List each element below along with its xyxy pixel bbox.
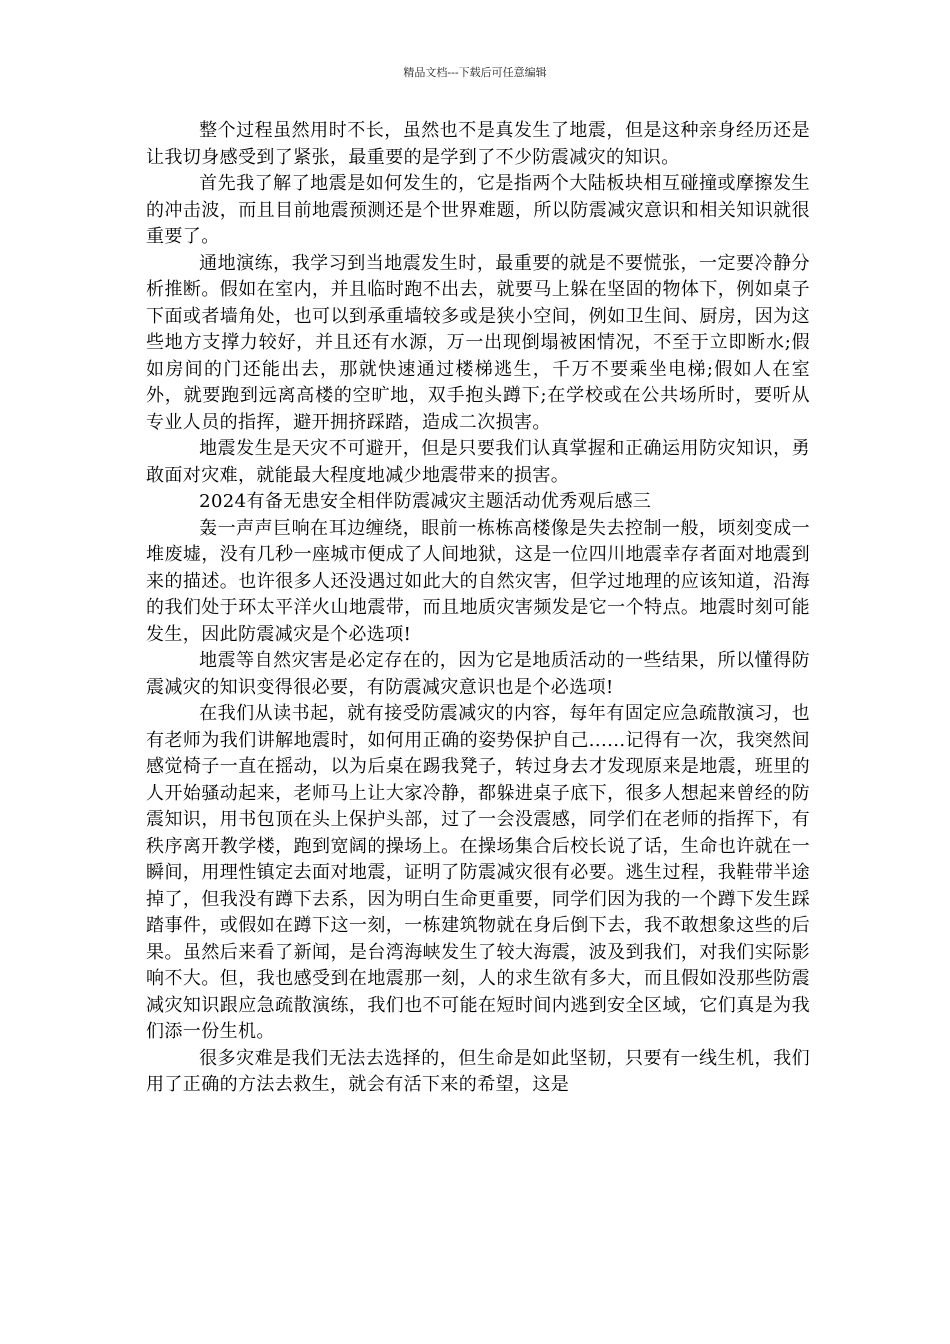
document-body <box>146 118 810 1099</box>
paragraph: 很多灾难是我们无法去选择的，但生命是如此坚韧，只要有一线生机，我们用了正确的方法去救生，就会有活下来的希望，这是 <box>146 1047 810 1095</box>
paragraph: 整个过程虽然用时不长，虽然也不是真发生了地震，但是这种亲身经历还是让我切身感受到了紧张，最重要的是学到了不少防震减灾的知识。 <box>146 120 810 168</box>
paragraph: 地震发生是天灾不可避开，但是只要我们认真掌握和正确运用防灾知识，勇敢面对灾难，就能最大程度地减少地震带来的损害。 <box>146 438 810 486</box>
paragraph: 在我们从读书起，就有接受防震减灾的内容，每年有固定应急疏散演习，也有老师为我们讲解地震时，如何用正确的姿势保护自己......记得有一次，我突然间感觉椅子一直在摇动，以为后桌在踢我凳子，转过身去才发现原来是地震，班里的人开始骚动起来，老师马上让大家冷静，都躲进桌子底下，很多人想起来曾经的防震知识，用书包顶在头上保护头部，过了一会没震感，同学们在老师的指挥下，有秩序离开教学楼，跑到宽阔的操场上。在操场集合后校长说了话，生命也许就在一瞬间，用理性镇定去面对地震，证明了防震减灾很有必要。逃生过程，我鞋带半途掉了，但我没有蹲下去系，因为明白生命更重要，同学们因为我的一个蹲下发生踩踏事件，或假如在蹲下这一刻，一栋建筑物就在身后倒下去，我不敢想象这些的后果。虽然后来看了新闻，是台湾海峡发生了较大海震，波及到我们，对我们实际影响不大。但，我也感受到在地震那一刻，人的求生欲有多大，而且假如没那些防震减灾知识跟应急疏散演练，我们也不可能在短时间内逃到安全区域，它们真是为我们添一份生机。 <box>146 703 810 1042</box>
paragraph: 通地演练，我学习到当地震发生时，最重要的就是不要慌张，一定要冷静分析推断。假如在室内，并且临时跑不出去，就要马上躲在坚固的物体下，例如桌子下面或者墙角处，也可以到承重墙较多或是狭小空间，例如卫生间、厨房，因为这些地方支撑力较好，并且还有水源，万一出现倒塌被困情况，不至于立即断水;假如房间的门还能出去，那就快速通过楼梯逃生，千万不要乘坐电梯;假如人在室外，就要跑到远离高楼的空旷地，双手抱头蹲下;在学校或在公共场所时，要听从专业人员的指挥，避开拥挤踩踏，造成二次损害。 <box>146 252 810 433</box>
paragraph: 轰一声声巨响在耳边缠绕，眼前一栋栋高楼像是失去控制一般，顷刻变成一堆废墟，没有几秒一座城市便成了人间地狱，这是一位四川地震幸存者面对地震到来的描述。也许很多人还没遇过如此大的自然灾害，但学过地理的应该知道，沿海的我们处于环太平洋火山地震带，而且地质灾害频发是它一个特点。地震时刻可能发生，因此防震减灾是个必选项! <box>146 517 810 645</box>
paragraph: 地震等自然灾害是必定存在的，因为它是地质活动的一些结果，所以懂得防震减灾的知识变得很必要，有防震减灾意识也是个必选项! <box>146 650 810 698</box>
section-heading: 2024有备无患安全相伴防震减灾主题活动优秀观后感三 <box>199 491 652 512</box>
paragraph: 首先我了解了地震是如何发生的，它是指两个大陆板块相互碰撞或摩擦发生的冲击波，而且目前地震预测还是个世界难题，所以防震减灾意识和相关知识就很重要了。 <box>146 173 810 247</box>
page-header: 精品文档---下载后可任意编辑 <box>403 66 547 79</box>
